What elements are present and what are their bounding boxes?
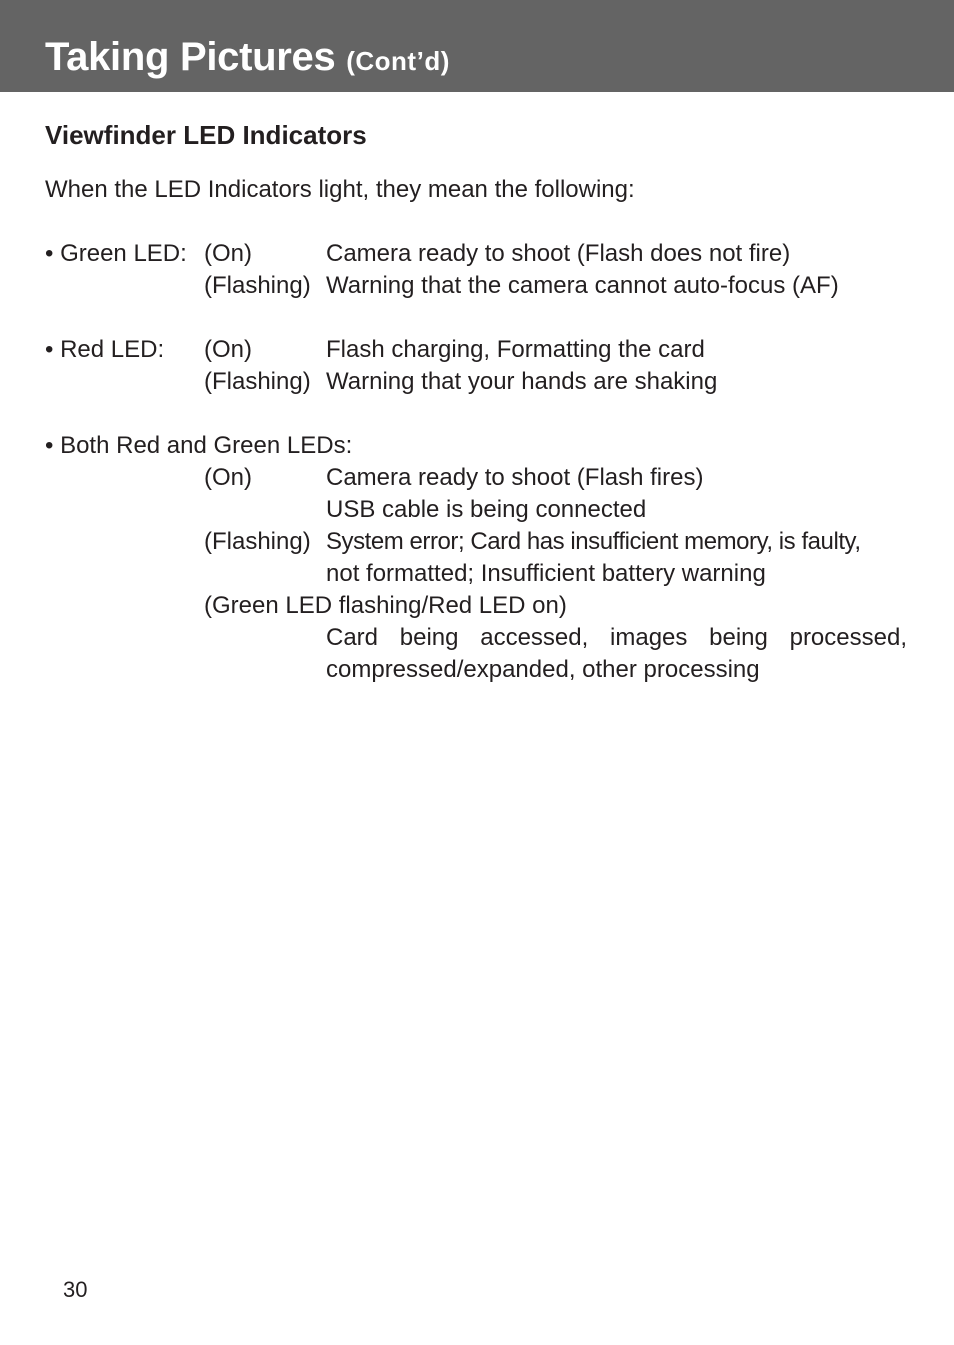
both-led-label: • Both Red and Green LEDs: [45, 432, 353, 459]
section-title: Viewfinder LED Indicators [45, 120, 367, 150]
both-led-flashing-desc-1: System error; Card has insufficient memory, is faulty, [326, 528, 861, 555]
green-led-on-desc: Camera ready to shoot (Flash does not fire) [326, 240, 791, 267]
green-led-flashing-desc: Warning that the camera cannot auto-focus (AF) [326, 272, 839, 299]
red-led-flashing-state: (Flashing) [204, 368, 311, 395]
both-led-mixed-desc-1: Card being accessed, images being processed, [326, 624, 907, 651]
both-led-on-desc-2: USB cable is being connected [326, 496, 647, 523]
red-led-on-desc: Flash charging, Formatting the card [326, 336, 705, 363]
page-number: 30 [63, 1277, 88, 1302]
both-led-mixed-state: (Green LED flashing/Red LED on) [204, 592, 567, 619]
both-led-on-desc-1: Camera ready to shoot (Flash fires) [326, 464, 704, 491]
red-led-label: • Red LED: [45, 336, 165, 363]
both-led-mixed-desc-2: compressed/expanded, other processing [326, 656, 760, 683]
intro-text: When the LED Indicators light, they mean the following: [45, 176, 635, 203]
both-led-flashing-desc-2: not formatted; Insufficient battery warning [326, 560, 766, 587]
green-led-flashing-state: (Flashing) [204, 272, 311, 299]
green-led-on-state: (On) [204, 240, 252, 267]
both-led-flashing-state: (Flashing) [204, 528, 311, 555]
page-title-suffix: (Cont’d) [346, 46, 450, 76]
both-led-on-state: (On) [204, 464, 252, 491]
page-title [45, 33, 450, 85]
green-led-label: • Green LED: [45, 240, 187, 267]
red-led-on-state: (On) [204, 336, 252, 363]
page-title-main: Taking Pictures [45, 35, 336, 79]
red-led-flashing-desc: Warning that your hands are shaking [326, 368, 718, 395]
